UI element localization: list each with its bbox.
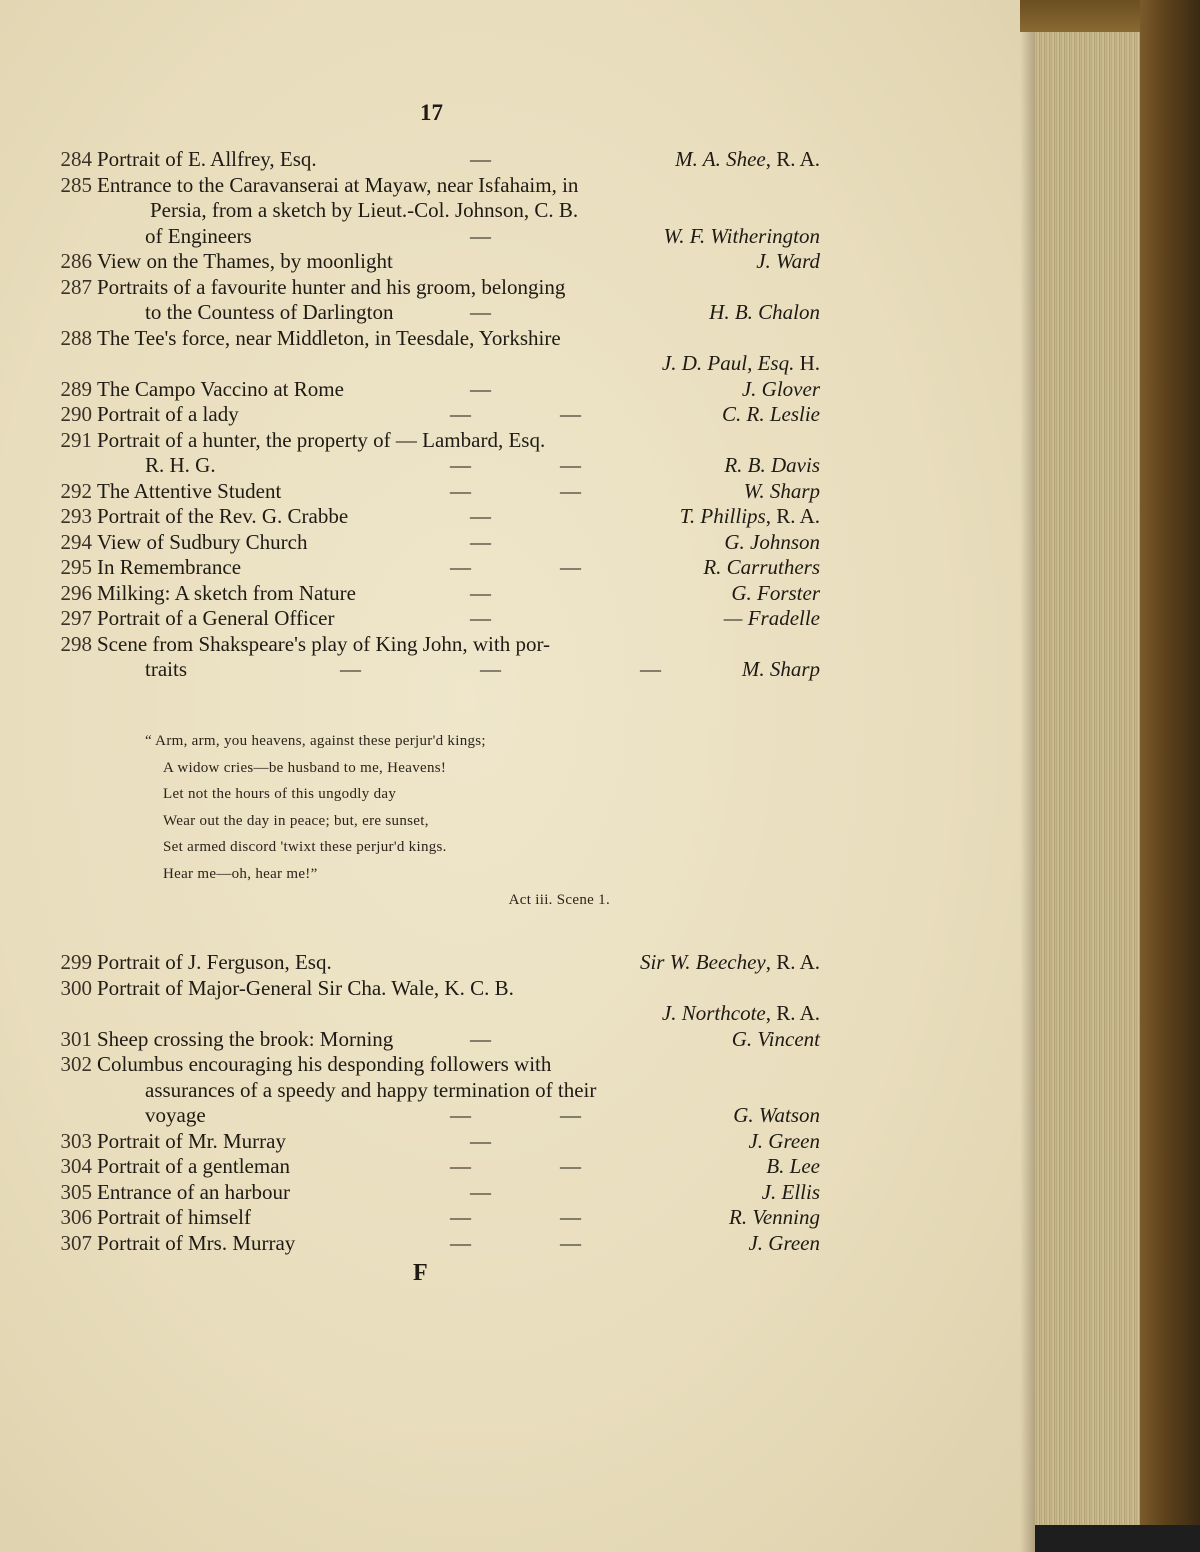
artist-credit [640,950,820,976]
quote-citation: Act iii. Scene 1. [508,892,610,908]
entry-title: The Attentive Student [97,478,282,503]
catalogue-entry [40,530,820,556]
catalogue-list-top [40,147,820,683]
entry-line [40,1205,820,1231]
book-fore-edge [1035,30,1150,1530]
entry-line [40,1078,820,1104]
artist-name: M. Sharp [741,657,820,681]
artist-credit [680,504,820,530]
entry-title: Portrait of Mr. Murray [97,1128,286,1153]
artist-name: G. Watson [733,1103,820,1127]
entry-line [40,275,820,301]
entry-number: 303 [60,1128,92,1153]
entry-title: Portrait of the Rev. G. Crabbe [97,504,349,528]
entry-line [40,479,820,505]
artist-name: J. Ellis [761,1179,820,1204]
leader-dash: — [450,402,471,426]
artist-suffix: , R. A. [765,950,820,974]
entry-line [40,453,820,479]
entry-number: 289 [60,376,92,401]
leader-dash: — [450,555,471,579]
artist-suffix: , R. A. [765,147,820,171]
catalogue-entry [40,1180,820,1206]
artist-credit [742,377,820,403]
entry-line [40,1103,820,1129]
catalogue-entry [40,632,820,683]
entry-title: Portrait of Major-General Sir Cha. Wale, K. C. B. [97,975,514,1000]
artist-credit [756,249,820,275]
entry-line [40,581,820,607]
entry-title: The Campo Vaccino at Rome [97,376,344,401]
entry-title: Sheep crossing the brook: Morning [97,1026,394,1051]
entry-title: Columbus encouraging his desponding followers with [97,1052,552,1076]
leader-dash: — [480,657,501,681]
artist-name: J. Green [748,1128,820,1153]
entry-line [40,555,820,581]
quote-line: Let not the hours of this ungodly day [163,786,397,802]
entry-line [40,530,820,556]
entry-number: 298 [60,631,92,656]
catalogue-entry [40,173,820,250]
artist-credit [731,581,820,607]
entry-title: Portrait of E. Allfrey, Esq. [97,147,317,171]
leader-dash: — [560,1154,581,1178]
entry-title: View of Sudbury Church [97,529,308,554]
entry-number: 301 [60,1026,92,1051]
artist-name: M. A. Shee [675,147,766,171]
entry-number: 304 [60,1154,92,1178]
artist-credit [766,1154,820,1180]
entry-title: In Remembrance [97,555,242,579]
artist-name: W. F. Witherington [663,223,820,248]
artist-credit [662,351,820,377]
artist-suffix: , R. A. [765,504,820,528]
entry-number: 292 [60,478,92,503]
entry-number: 290 [60,402,92,426]
entry-title: Portrait of J. Ferguson, Esq. [97,950,332,974]
entry-line [40,976,820,1002]
artist-name: R. Venning [729,1205,820,1229]
catalogue-entry [40,326,820,377]
artist-credit [748,1129,820,1155]
leader-dash: — [470,606,491,630]
artist-credit [664,224,820,250]
entry-line [40,657,820,683]
entry-line [40,326,820,352]
entry-line [40,1001,820,1027]
page-number: 17 [420,100,443,125]
artist-name: H. B. Chalon [709,300,820,324]
entry-line [40,173,820,199]
entry-title: Scene from Shakspeare's play of King John, with por- [97,631,551,656]
leader-dash: — [450,453,471,477]
quote-line: “ Arm, arm, you heavens, against these perjur'd kings; [145,733,486,749]
artist-credit [722,402,820,428]
artist-credit [662,1001,820,1027]
quote-line: Set armed discord 'twixt these perjur'd kings. [163,839,447,855]
artist-name: — Fradelle [723,606,820,630]
entry-number: 297 [60,606,92,630]
catalogue-entry [40,1052,820,1129]
entry-title: Portrait of a gentleman [97,1154,291,1178]
artist-name: J. D. Paul, Esq. [661,351,795,375]
entry-title: Entrance to the Caravanserai at Mayaw, near Isfahaim, in [97,172,579,197]
entry-line [40,224,820,250]
artist-name: Sir W. Beechey [639,950,766,974]
entry-line [40,377,820,403]
leader-dash: — [450,1205,471,1229]
catalogue-entry [40,147,820,173]
leader-dash: — [560,1230,581,1255]
catalogue-entry [40,275,820,326]
signature-mark: F [413,1260,428,1286]
artist-name: T. Phillips [679,504,766,528]
entry-title: The Tee's force, near Middleton, in Teesdale, Yorkshire [97,325,561,350]
entry-line [40,1129,820,1155]
leader-dash: — [450,478,471,503]
quote-line: A widow cries—be husband to me, Heavens! [163,759,447,776]
artist-suffix: H. [794,351,820,375]
entry-line [40,351,820,377]
leader-dash: — [450,1230,471,1255]
entry-title: Entrance of an harbour [97,1179,290,1204]
artist-name: J. Northcote [661,1001,766,1025]
entry-number: 288 [60,325,92,350]
entry-title: Portrait of a hunter, the property of — Lambard, Esq. [97,427,546,452]
entry-line [40,198,820,224]
catalogue-entry [40,976,820,1027]
entry-line [40,1154,820,1180]
entry-title: Portrait of himself [97,1205,251,1229]
entry-number: 293 [60,504,92,528]
entry-number: 302 [60,1052,92,1076]
entry-number: 295 [60,555,92,579]
book-cover [1140,0,1200,1552]
leader-dash: — [450,1103,471,1127]
entry-line [40,300,820,326]
entry-number: 291 [60,427,92,452]
catalogue-entry [40,504,820,530]
entry-title: assurances of a speedy and happy termination of their [145,1077,597,1102]
artist-name: J. Ward [756,249,820,273]
leader-dash: — [560,555,581,579]
artist-name: C. R. Leslie [722,402,820,426]
entry-line [40,249,820,275]
leader-dash: — [560,453,581,477]
entry-line [40,428,820,454]
entry-title: R. H. G. [145,453,216,477]
leader-dash: — [470,1128,491,1153]
background-shadow [1035,1525,1200,1552]
artist-name: B. Lee [766,1154,820,1178]
entry-number: 299 [60,950,92,974]
entry-title: Portraits of a favourite hunter and his groom, belonging [97,274,566,299]
artist-suffix: , R. A. [765,1001,820,1025]
entry-title: voyage [145,1103,206,1127]
entry-number: 287 [60,274,92,299]
catalogue-entry [40,950,820,976]
entry-line [40,147,820,173]
catalogue-entry [40,1231,820,1257]
entry-line [40,1052,820,1078]
shakespeare-quote [145,728,665,914]
entry-title: Portrait of a General Officer [97,606,335,630]
artist-credit [675,147,820,173]
leader-dash: — [470,376,491,401]
artist-credit [744,479,820,505]
artist-credit [724,453,820,479]
leader-dash: — [470,1026,491,1051]
entry-line [40,950,820,976]
entry-line [40,1180,820,1206]
artist-name: G. Johnson [724,529,820,554]
leader-dash: — [470,504,491,528]
leader-dash: — [470,147,491,171]
artist-credit [748,1231,820,1257]
catalogue-entry [40,377,820,403]
catalogue-entry [40,428,820,479]
entry-number: 300 [60,975,92,1000]
catalogue-entry [40,581,820,607]
leader-dash: — [470,223,491,248]
entry-title: Milking: A sketch from Nature [97,580,356,605]
leader-dash: — [470,1179,491,1204]
catalogue-entry [40,1129,820,1155]
entry-title: of Engineers [145,223,252,248]
artist-credit [732,1027,820,1053]
entry-line [40,504,820,530]
entry-number: 296 [60,580,92,605]
catalogue-entry [40,479,820,505]
catalogue-entry [40,1205,820,1231]
entry-line [40,1027,820,1053]
artist-credit [733,1103,820,1129]
catalogue-entry [40,1027,820,1053]
leader-dash: — [450,1154,471,1178]
leader-dash: — [560,478,581,503]
artist-credit [724,530,820,556]
artist-credit [703,555,820,581]
artist-credit [729,1205,820,1231]
leader-dash: — [470,580,491,605]
entry-title: traits [145,657,187,681]
catalogue-entry [40,606,820,632]
quote-lines [145,728,665,887]
leader-dash: — [470,300,491,324]
leader-dash: — [640,657,661,681]
entry-number: 286 [60,249,92,273]
leader-dash: — [340,657,361,681]
artist-name: J. Green [748,1230,820,1255]
entry-title: View on the Thames, by moonlight [97,249,393,273]
entry-title: Portrait of a lady [97,402,239,426]
catalogue-entry [40,402,820,428]
entry-number: 305 [60,1179,92,1204]
entry-line [40,1231,820,1257]
entry-title: to the Countess of Darlington [145,300,394,324]
quote-line: Wear out the day in peace; but, ere sunset, [163,812,429,829]
entry-number: 285 [60,172,92,197]
artist-name: R. B. Davis [724,453,820,477]
entry-line [40,402,820,428]
catalogue-entry [40,1154,820,1180]
entry-number: 306 [60,1205,92,1229]
leader-dash: — [560,1103,581,1127]
entry-number: 294 [60,529,92,554]
catalogue-entry [40,555,820,581]
artist-name: R. Carruthers [703,555,820,579]
catalogue-entry [40,249,820,275]
artist-credit [709,300,820,326]
artist-name: G. Vincent [731,1026,820,1051]
leader-dash: — [560,402,581,426]
entry-title: Persia, from a sketch by Lieut.-Col. Johnson, C. B. [150,198,579,222]
artist-credit [742,657,820,683]
catalogue-list-bottom [40,950,820,1256]
entry-line [40,606,820,632]
artist-name: G. Forster [731,580,820,605]
quote-line: Hear me—oh, hear me!” [163,865,318,882]
entry-line [40,632,820,658]
leader-dash: — [560,1205,581,1229]
entry-number: 284 [60,147,92,171]
artist-name: W. Sharp [743,478,820,503]
entry-title: Portrait of Mrs. Murray [97,1230,296,1255]
artist-name: J. Glover [741,376,820,401]
entry-number: 307 [60,1230,92,1255]
artist-credit [724,606,820,632]
artist-credit [762,1180,820,1206]
leader-dash: — [470,529,491,554]
